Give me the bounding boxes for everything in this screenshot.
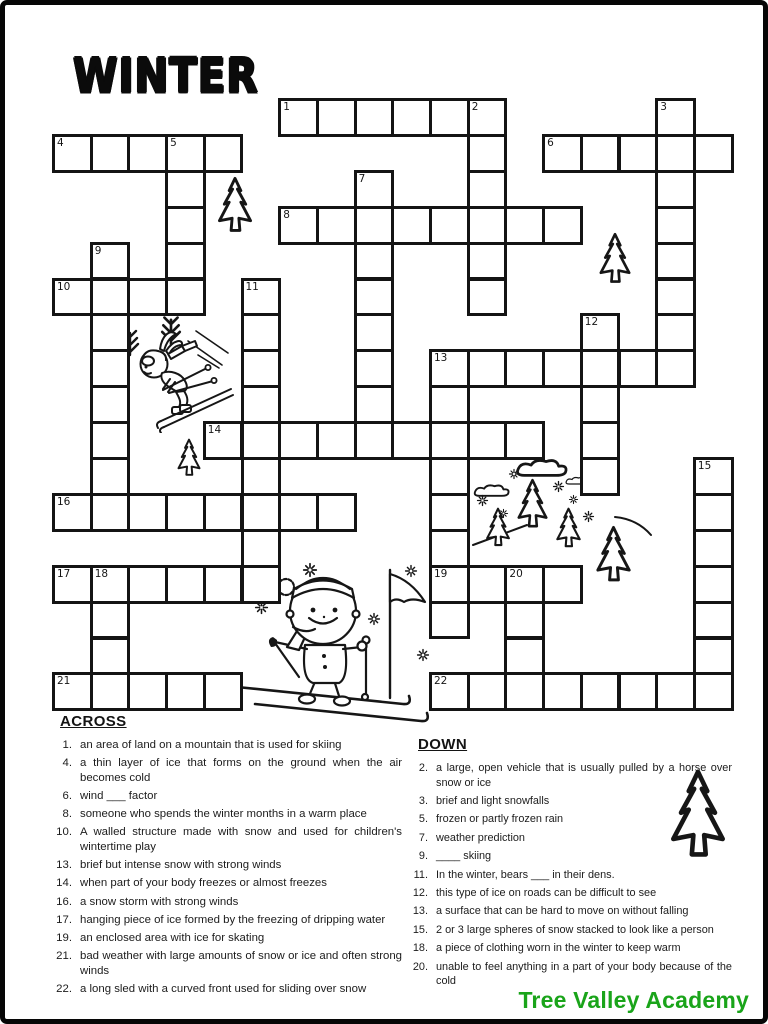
grid-cell[interactable] [165,672,206,711]
sparkle-icon [510,470,519,479]
grid-cell[interactable] [354,242,395,281]
grid-cell[interactable] [580,134,621,173]
grid-cell[interactable] [429,529,470,568]
grid-cell[interactable] [127,493,168,532]
grid-cell[interactable] [90,349,131,388]
grid-cell[interactable] [580,385,621,424]
sparkle-icon [406,566,417,577]
clue-text: frozen or partly frozen rain [436,813,564,826]
grid-cell[interactable] [241,493,282,532]
grid-cell[interactable] [504,637,545,676]
grid-cell[interactable] [241,421,282,460]
grid-cell[interactable] [354,385,395,424]
clue-text: an area of land on a mountain that is used for skiing [80,739,342,751]
down-clue-list [408,761,732,989]
grid-cell[interactable] [90,637,131,676]
grid-cell[interactable] [429,601,470,640]
clue-number: 21. [56,950,72,963]
down-clues-section [408,736,732,992]
grid-cell[interactable] [127,134,168,173]
clue-item [50,789,402,804]
grid-cell[interactable] [90,134,131,173]
grid-cell[interactable] [127,672,168,711]
grid-cell[interactable] [127,278,168,317]
grid-cell-number: 12 [584,316,599,329]
clue-number: 19. [56,931,72,944]
grid-cell[interactable] [90,421,131,460]
grid-cell-number: 20 [509,567,523,580]
grid-cell-number: 4 [57,136,64,149]
grid-cell[interactable] [90,493,131,532]
grid-cell[interactable] [693,672,734,711]
grid-cell[interactable] [655,206,696,245]
grid-cell[interactable] [165,242,206,281]
grid-cell[interactable] [354,349,395,388]
grid-cell[interactable] [354,206,395,245]
grid-cell-number: 8 [283,208,290,221]
grid-cell[interactable] [241,313,282,352]
grid-cell[interactable] [429,457,470,496]
grid-cell-number: 9 [94,244,102,257]
grid-cell[interactable] [655,672,696,711]
grid-cell-number: 17 [57,567,71,580]
grid-cell[interactable] [467,672,508,711]
grid-cell[interactable] [429,98,470,137]
clue-number: 16. [56,895,72,908]
grid-cell[interactable] [203,565,244,604]
grid-cell[interactable] [580,421,621,460]
grid-cell[interactable] [655,349,696,388]
grid-cell[interactable] [165,493,206,532]
grid-cell[interactable] [165,170,206,209]
grid-cell[interactable] [241,349,282,388]
clue-number: 13. [56,859,72,872]
grid-cell[interactable] [504,421,545,460]
clue-item [50,738,402,753]
clue-number: 15. [412,923,428,936]
sparkle-icon [554,482,564,492]
clue-item [408,868,732,883]
site-brand: Tree Valley Academy [518,987,749,1013]
clue-item [50,895,402,910]
sparkle-icon [369,614,380,625]
clue-text: a thin layer of ice that forms on the ground when the air becomes cold [80,757,402,784]
grid-cell[interactable] [90,601,131,640]
clue-text: a snow storm with strong winds [80,895,239,908]
grid-cell-number: 3 [660,101,667,113]
clue-item [50,756,402,785]
grid-cell[interactable] [542,565,583,604]
grid-cell-number: 2 [471,101,479,113]
pine-tree-top-left-illustration [210,176,260,244]
grid-cell-number: 18 [94,567,109,580]
grid-cell[interactable] [391,98,432,137]
motion-lines [188,331,228,368]
grid-cell[interactable] [203,134,244,173]
grid-cell-number: 11 [245,280,259,293]
clue-item [50,949,402,978]
grid-cell[interactable] [241,457,282,496]
clue-text: a piece of clothing worn in the winter to keep warm [436,942,681,955]
grid-cell[interactable] [429,385,470,424]
grid-cell-number: 15 [697,460,712,472]
clue-number: 3. [418,794,428,807]
grid-cell[interactable] [165,278,206,317]
clue-item [50,913,402,928]
grid-cell[interactable] [90,385,131,424]
clue-item [408,831,732,846]
grid-cell-number: 7 [358,172,366,185]
grid-cell[interactable] [467,278,508,317]
grid-cell[interactable] [354,98,395,137]
clue-number: 11. [413,868,428,881]
grid-cell-number: 5 [170,136,177,149]
clue-text: hanging piece of ice formed by the freezing of dripping water [80,913,386,926]
clue-number: 1. [62,739,72,751]
clue-text: brief but intense snow with strong winds [80,859,282,872]
clue-item [50,931,402,946]
grid-cell[interactable] [90,672,131,711]
grid-cell[interactable] [354,313,395,352]
grid-cell[interactable] [278,421,319,460]
clue-text: wind ___ factor [80,789,158,802]
grid-cell[interactable] [655,313,696,352]
clue-text: a long sled with a curved front used for sliding over snow [80,982,367,995]
clue-item [408,904,732,919]
clue-text: weather prediction [436,831,525,844]
grid-cell[interactable] [504,206,545,245]
clue-item [50,807,402,822]
grid-cell[interactable] [241,385,282,424]
grid-cell[interactable] [693,637,734,676]
clue-number: 10. [56,826,72,839]
sparkle-icon [584,512,594,522]
grid-cell[interactable] [542,349,583,388]
grid-cell[interactable] [165,565,206,604]
grid-cell-number: 1 [283,101,290,113]
grid-cell-number: 14 [207,424,222,437]
down-heading: DOWN [418,736,468,753]
grid-cell-number: 21 [57,675,71,688]
pine-tree-mid-right-illustration [588,232,642,294]
clue-text: In the winter, bears ___ in their dens. [436,868,615,881]
grid-cell[interactable] [467,206,508,245]
grid-cell[interactable] [467,349,508,388]
clue-text: A walled structure made with snow and used for children's wintertime play [80,826,402,853]
puzzle-title: WINTER [73,49,259,105]
grid-cell[interactable] [504,601,545,640]
grid-cell[interactable] [90,313,131,352]
clue-item [408,794,732,809]
clue-text: brief and light snowfalls [436,794,550,807]
grid-cell[interactable] [316,98,357,137]
grid-cell[interactable] [467,242,508,281]
grid-cell[interactable] [354,278,395,317]
clue-number: 20. [412,960,428,973]
clue-number: 2. [418,762,428,774]
grid-cell[interactable] [504,349,545,388]
grid-cell[interactable] [655,242,696,281]
clue-text: this type of ice on roads can be difficult to see [436,886,657,899]
sparkle-icon [418,650,429,661]
grid-cell[interactable] [467,421,508,460]
grid-cell-number: 13 [434,352,448,365]
sparkle-icon [569,495,577,503]
grid-cell[interactable] [655,170,696,209]
clue-number: 8. [62,808,72,821]
clue-item [408,812,732,827]
clue-number: 18. [412,942,428,955]
sparkle-icon [304,564,317,577]
grid-cell-number: 16 [57,495,71,508]
grid-cell[interactable] [90,278,131,317]
grid-cell-number: 19 [434,567,448,580]
grid-cell[interactable] [90,457,131,496]
clue-text: an enclosed area with ice for skating [80,931,265,944]
grid-cell[interactable] [618,134,659,173]
clue-item [408,849,732,864]
grid-cell[interactable] [504,672,545,711]
grid-cell[interactable] [203,672,244,711]
grid-cell[interactable] [542,206,583,245]
clue-text: 2 or 3 large spheres of snow stacked to look like a person [436,923,714,936]
clue-number: 5. [418,813,428,826]
grid-cell[interactable] [542,672,583,711]
grid-cell[interactable] [655,134,696,173]
grid-cell[interactable] [693,493,734,532]
grid-cell-number: 10 [57,280,71,293]
clue-item [408,941,732,956]
clue-number: 7. [418,831,428,844]
grid-cell[interactable] [693,601,734,640]
clue-text: someone who spends the winter months in a warm place [80,808,367,821]
grid-cell[interactable] [618,349,659,388]
grid-cell[interactable] [467,134,508,173]
skier-girl-illustration [118,311,240,433]
grid-cell[interactable] [316,421,357,460]
clue-item [408,761,732,790]
grid-cell[interactable] [693,529,734,568]
clue-item [408,886,732,901]
across-clues-section [50,713,402,1000]
cloud-icon [475,485,509,495]
clue-item [408,960,732,989]
clue-item [50,825,402,854]
grid-cell[interactable] [354,421,395,460]
clue-text: bad weather with large amounts of snow or ice and often strong winds [80,950,402,977]
clue-text: ____ skiing [436,850,492,863]
sparkle-icon [499,509,507,517]
sparkle-icon [478,496,488,506]
small-pine-illustration [172,438,206,484]
clue-item [50,982,402,997]
grid-cell[interactable] [316,493,357,532]
grid-cell[interactable] [655,278,696,317]
clue-item [50,858,402,873]
across-clue-list [50,738,402,996]
across-heading: ACROSS [60,713,127,730]
grid-cell[interactable] [429,493,470,532]
clue-item [408,923,732,938]
grid-cell[interactable] [467,170,508,209]
grid-cell[interactable] [580,349,621,388]
grid-cell[interactable] [429,421,470,460]
clue-text: when part of your body freezes or almost freezes [80,877,327,890]
grid-cell[interactable] [241,529,282,568]
clue-text: a surface that can be hard to move on without falling [436,905,689,918]
grid-cell[interactable] [241,565,282,604]
grid-cell[interactable] [391,206,432,245]
grid-cell[interactable] [429,206,470,245]
grid-cell-number: 22 [434,675,448,688]
grid-cell[interactable] [391,421,432,460]
grid-cell-number: 6 [547,136,554,149]
clue-number: 9. [418,850,428,863]
grid-cell[interactable] [693,565,734,604]
grid-cell[interactable] [580,457,621,496]
cloud-icon [518,460,567,475]
clue-text: unable to feel anything in a part of your body because of the cold [436,960,732,988]
clue-number: 14. [56,877,72,890]
clue-number: 17. [56,913,72,926]
clue-number: 12. [412,886,428,899]
clue-number: 4. [62,757,72,770]
clue-number: 6. [62,789,72,802]
clue-number: 22. [56,982,72,995]
clue-text: a large, open vehicle that is usually pulled by a horse over snow or ice [436,762,732,789]
grid-cell[interactable] [203,493,244,532]
grid-cell[interactable] [693,134,734,173]
grid-cell[interactable] [580,672,621,711]
grid-cell[interactable] [278,493,319,532]
grid-cell[interactable] [316,206,357,245]
clue-item [50,876,402,891]
grid-cell[interactable] [618,672,659,711]
grid-cell[interactable] [467,565,508,604]
grid-cell[interactable] [127,565,168,604]
grid-cell[interactable] [165,206,206,245]
clue-number: 13. [412,905,428,918]
